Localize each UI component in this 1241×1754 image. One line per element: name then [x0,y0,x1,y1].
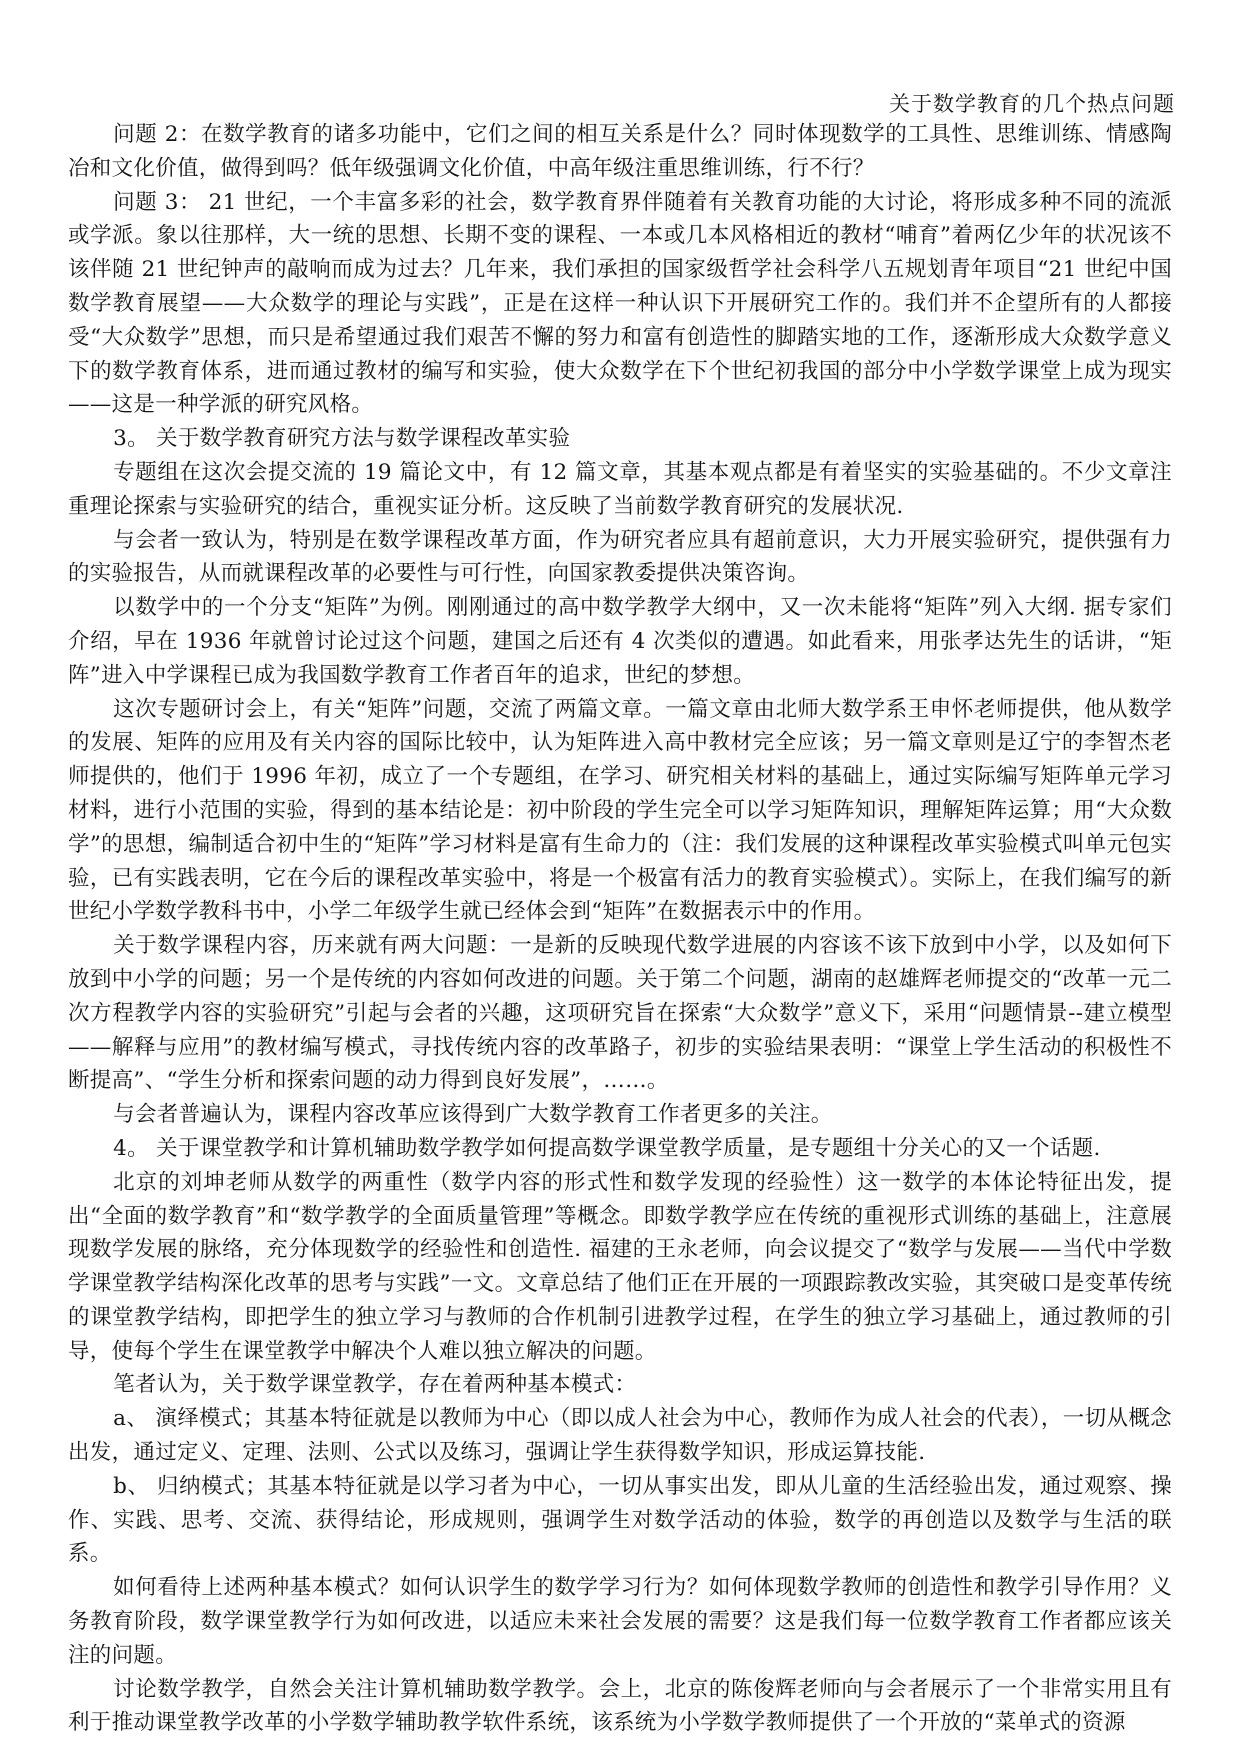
paragraph: 这次专题研讨会上，有关“矩阵”问题，交流了两篇文章。一篇文章由北师大数学系王申怀老师提供，他从数学的发展、矩阵的应用及有关内容的国际比较中，认为矩阵进入高中教材完全应该；另一篇文章则是辽宁的李智杰老师提供的，他们于 1996 年初，成立了一个专题组，在学习、研究相关材料的基础上，通过实际编写矩阵单元学习材料，进行小范围的实验，得到的基本结论是：初中阶段的学生完全可以学习矩阵知识，理解矩阵运算；用“大众数学”的思想，编制适合初中生的“矩阵”学习材料是富有生命力的（注：我们发展的这种课程改革实验模式叫单元包实验，已有实践表明，它在今后的课程改革实验中，将是一个极富有活力的教育实验模式）。实际上，在我们编写的新世纪小学数学教科书中，小学二年级学生就已经体会到“矩阵”在数据表示中的作用。 [68,696,1172,925]
list-item-b: b、 归纳模式；其基本特征就是以学习者为中心，一切从事实出发，即从儿童的生活经验出发，通过观察、操作、实践、思考、交流、获得结论，形成规则，强调学生对数学活动的体验，数学的再创造以及数学与生活的联系。 [68,1473,1172,1567]
paragraph: 专题组在这次会提交流的 19 篇论文中，有 12 篇文章，其基本观点都是有着坚实的实验基础的。不少文章注重理论探索与实验研究的结合，重视实证分析。这反映了当前数学教育研究的发展状况. [68,459,1172,519]
paragraph: 北京的刘坤老师从数学的两重性（数学内容的形式性和数学发现的经验性）这一数学的本体论特征出发，提出“全面的数学教育”和“数学教学的全面质量管理”等概念。即数学教学应在传统的重视形式训练的基础上，注意展现数学发展的脉络，充分体现数学的经验性和创造性. 福建的王永老师，向会议提交了“数学与发展——当代中学数学课堂教学结构深化改革的思考与实践”一文。文章总结了他们正在开展的一项跟踪教改实验，其突破口是变革传统的课堂教学结构，即把学生的独立学习与教师的合作机制引进教学过程，在学生的独立学习基础上，通过教师的引导，使每个学生在课堂教学中解决个人难以独立解决的问题。 [68,1169,1172,1364]
document-body [68,118,1172,1740]
paragraph: 如何看待上述两种基本模式？如何认识学生的数学学习行为？如何体现数学教师的创造性和教学引导作用？义务教育阶段，数学课堂教学行为如何改进，以适应未来社会发展的需要？这是我们每一位数学教育工作者都应该关注的问题。 [68,1575,1172,1668]
paragraph: 关于数学课程内容，历来就有两大问题：一是新的反映现代数学进展的内容该不该下放到中小学，以及如何下放到中小学的问题；另一个是传统的内容如何改进的问题。关于第二个问题，湖南的赵雄辉老师提交的“改革一元二次方程教学内容的实验研究”引起与会者的兴趣，这项研究旨在探索“大众数学”意义下，采用“问题情景--建立模型——解释与应用”的教材编写模式，寻找传统内容的改革路子，初步的实验结果表明：“课堂上学生活动的积极性不断提高”、“学生分析和探索问题的动力得到良好发展”，……。 [68,933,1172,1094]
paragraph: 与会者一致认为，特别是在数学课程改革方面，作为研究者应具有超前意识，大力开展实验研究，提供强有力的实验报告，从而就课程改革的必要性与可行性，向国家教委提供决策咨询。 [68,527,1172,587]
list-item-a: a、 演绎模式；其基本特征就是以教师为中心（即以成人社会为中心，教师作为成人社会的代表），一切从概念出发，通过定义、定理、法则、公式以及练习，强调让学生获得数学知识，形成运算技能. [68,1406,1172,1466]
paragraph-question-3: 问题 3： 21 世纪，一个丰富多彩的社会，数学教育界伴随着有关教育功能的大讨论，将形成多种不同的流派或学派。象以往那样，大一统的思想、长期不变的课程、一本或几本风格相近的教材“哺育”着两亿少年的状况该不该伴随 21 世纪钟声的敲响而成为过去？几年来，我们承担的国家级哲学社会科学八五规划青年项目“21 世纪中国数学教育展望——大众数学的理论与实践”，正是在这样一种认识下开展研究工作的。我们并不企望所有的人都接受“大众数学”思想，而只是希望通过我们艰苦不懈的努力和富有创造性的脚踏实地的工作，逐渐形成大众数学意义下的数学教育体系，进而通过教材的编写和实验，使大众数学在下个世纪初我国的部分中小学数学课堂上成为现实——这是一种学派的研究风格。 [68,189,1172,418]
paragraph: 与会者普遍认为，课程内容改革应该得到广大数学教育工作者更多的关注。 [113,1102,833,1128]
paragraph-question-2: 问题 2：在数学教育的诸多功能中，它们之间的相互关系是什么？同时体现数学的工具性、思维训练、情感陶冶和文化价值，做得到吗？低年级强调文化价值，中高年级注重思维训练，行不行？ [68,122,1172,181]
section-heading-4: 4。 关于课堂教学和计算机辅助数学教学如何提高数学课堂教学质量，是专题组十分关心的又一个话题. [113,1135,1101,1161]
paragraph: 以数学中的一个分支“矩阵”为例。刚刚通过的高中数学教学大纲中，又一次未能将“矩阵”列入大纲. 据专家们介绍，早在 1936 年就曾讨论过这个问题，建国之后还有 4 次类似的遭遇。如此看来，用张孝达先生的话讲，“矩阵”进入中学课程已成为我国数学教育工作者百年的追求，世纪的梦想。 [68,595,1172,688]
paragraph: 讨论数学教学，自然会关注计算机辅助数学教学。会上，北京的陈俊辉老师向与会者展示了一个非常实用且有利于推动课堂教学改革的小学数学辅助教学软件系统，该系统为小学数学教师提供了一个开放的“菜单式的资源 [68,1676,1172,1736]
paragraph: 笔者认为，关于数学课堂教学，存在着两种基本模式： [113,1372,637,1398]
section-heading-3: 3。 关于数学教育研究方法与数学课程改革实验 [113,426,571,452]
page-header: 关于数学教育的几个热点问题 [889,92,1175,116]
